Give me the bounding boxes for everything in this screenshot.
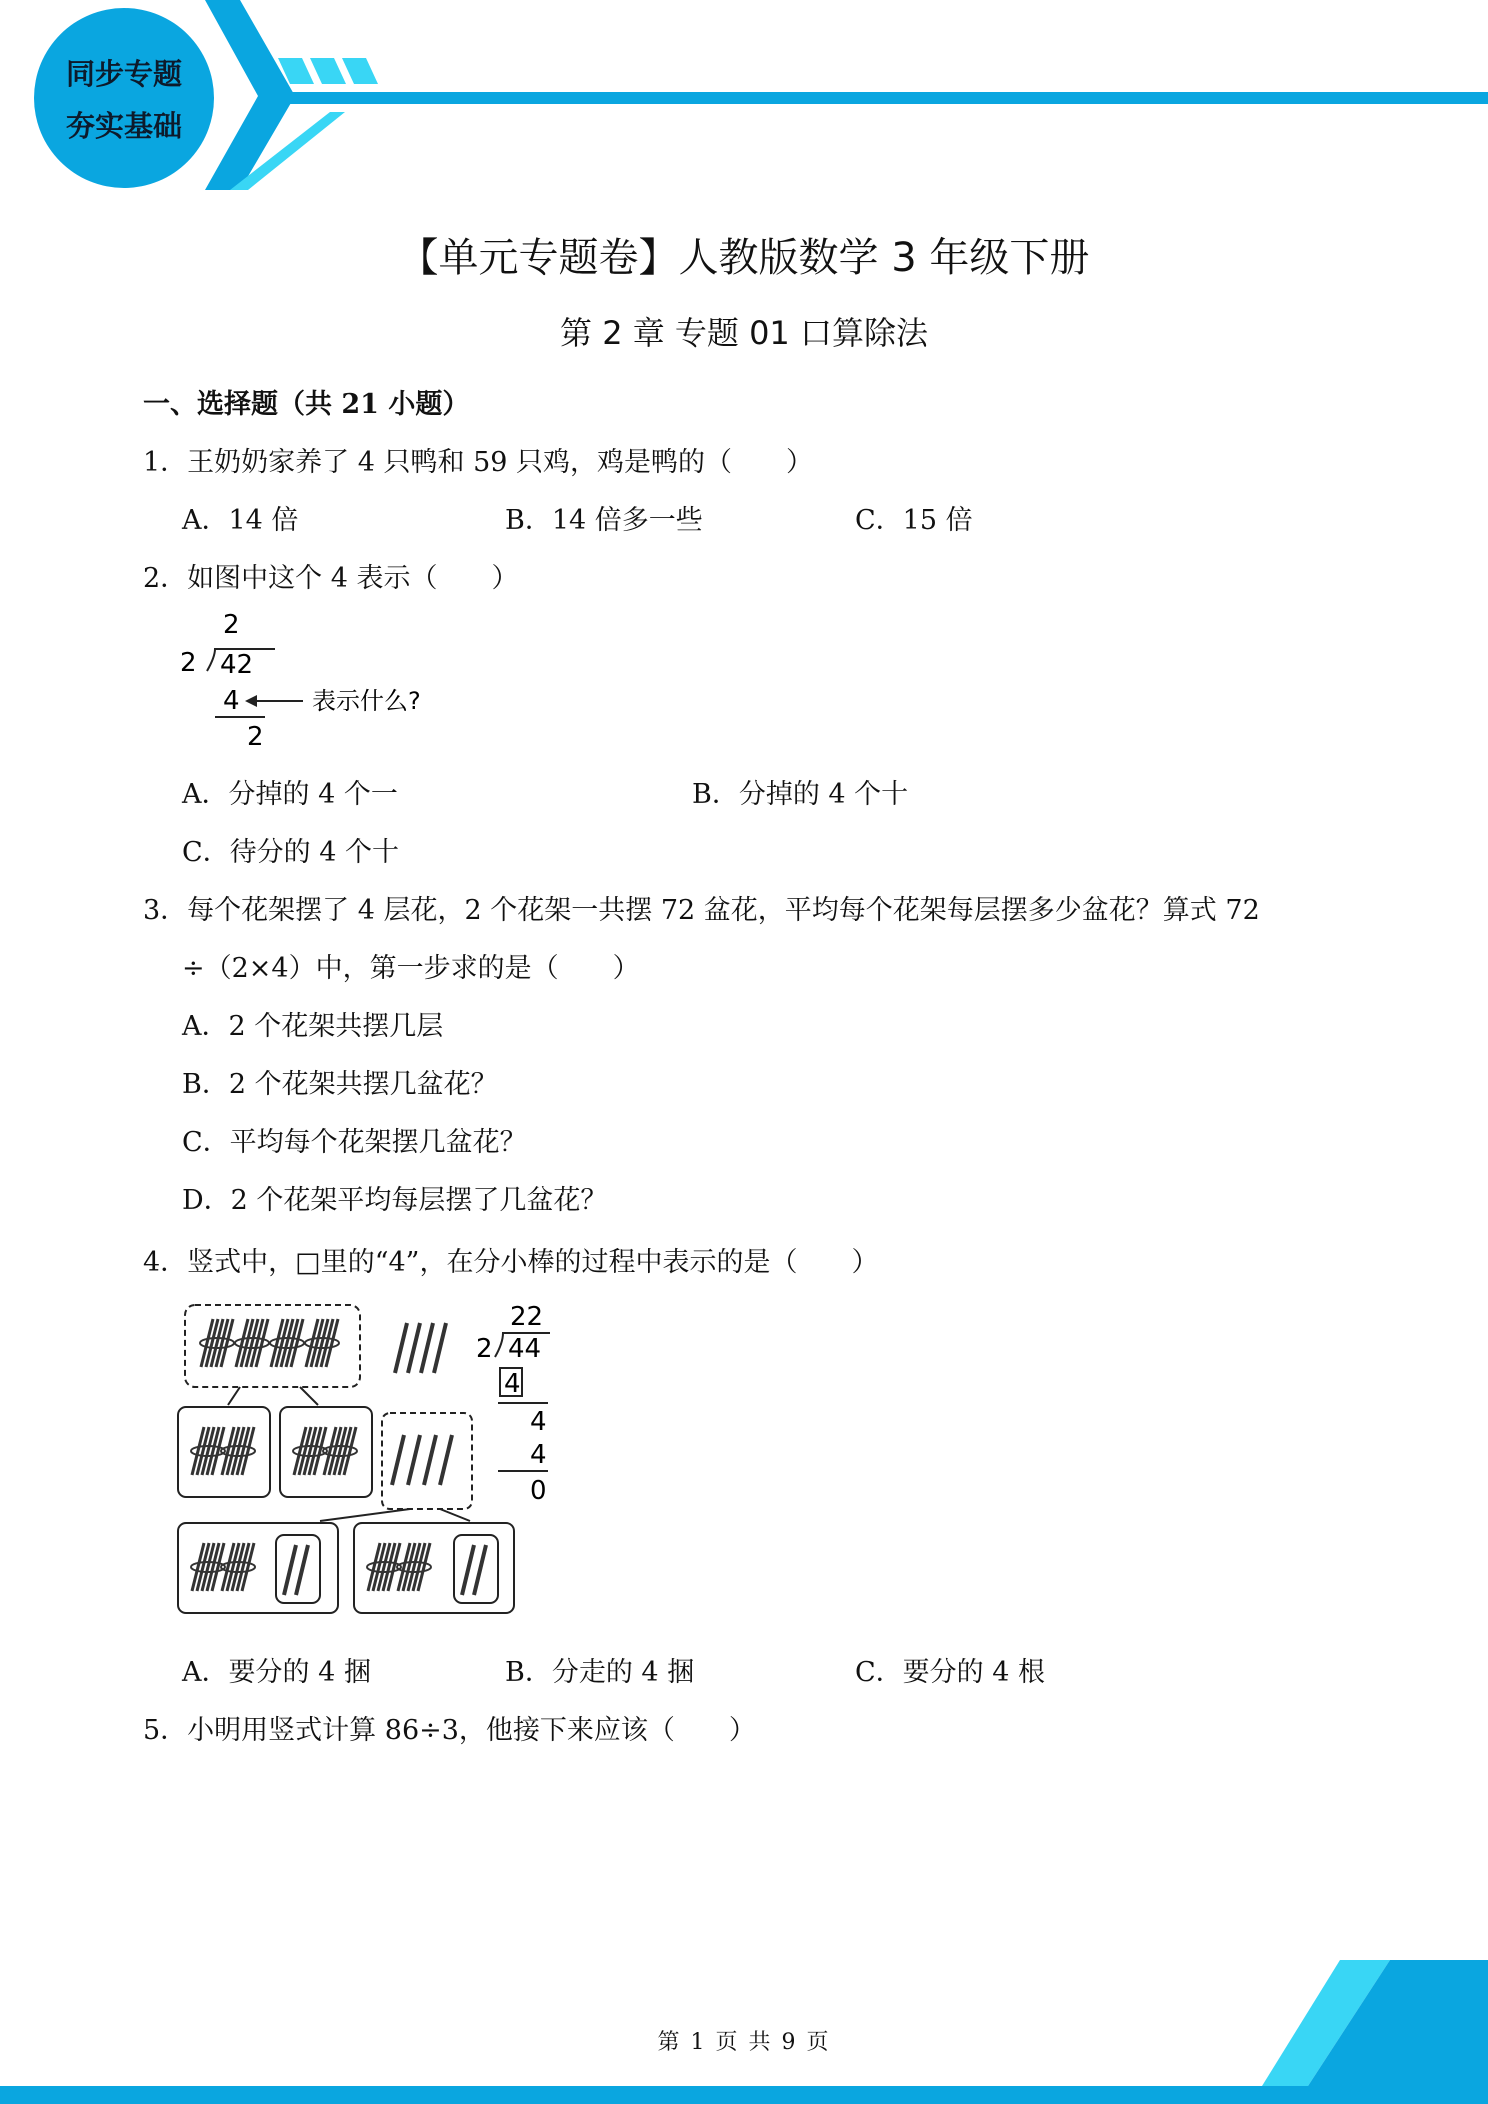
svg-text:2: 2 xyxy=(180,648,197,678)
page-title: 【单元专题卷】人教版数学 3 年级下册 xyxy=(398,235,1090,281)
question-2-stem: 2．如图中这个 4 表示（ ） xyxy=(143,563,519,594)
question-3-option-a: A．2 个花架共摆几层 xyxy=(182,1011,444,1042)
question-2-option-c: C．待分的 4 个十 xyxy=(182,837,400,868)
question-2-division-figure xyxy=(175,605,445,750)
svg-text:2: 2 xyxy=(476,1334,493,1364)
svg-text:表示什么?: 表示什么? xyxy=(312,687,421,715)
question-4-sticks-figure xyxy=(170,1295,570,1630)
svg-text:2: 2 xyxy=(247,722,264,750)
question-3-stem-line-1: 3．每个花架摆了 4 层花，2 个花架一共摆 72 盆花，平均每个花架每层摆多少盆花？算式 72 xyxy=(143,895,1260,926)
svg-text:42: 42 xyxy=(220,650,254,680)
svg-text:2: 2 xyxy=(223,610,240,640)
question-1-option-c: C．15 倍 xyxy=(855,505,973,536)
question-4-option-b: B．分走的 4 捆 xyxy=(505,1657,695,1688)
question-1-stem: 1．王奶奶家养了 4 只鸭和 59 只鸡，鸡是鸭的（ ） xyxy=(143,447,814,478)
svg-text:0: 0 xyxy=(530,1476,547,1506)
section-heading: 一、选择题（共 21 小题） xyxy=(143,389,470,420)
question-2-option-b: B．分掉的 4 个十 xyxy=(692,779,909,810)
question-3-option-b: B．2 个花架共摆几盆花？ xyxy=(182,1069,498,1100)
question-3-stem-line-2: ÷（2×4）中，第一步求的是（ ） xyxy=(182,953,640,984)
svg-text:4: 4 xyxy=(530,1440,547,1470)
svg-text:44: 44 xyxy=(508,1334,542,1364)
question-3-option-c: C．平均每个花架摆几盆花？ xyxy=(182,1127,527,1158)
page-number: 第 1 页 共 9 页 xyxy=(657,2030,831,2055)
question-1-option-a: A．14 倍 xyxy=(182,505,299,536)
question-5-stem: 5．小明用竖式计算 86÷3，他接下来应该（ ） xyxy=(143,1715,756,1746)
question-1-option-b: B．14 倍多一些 xyxy=(505,505,703,536)
question-4-stem: 4．竖式中，□里的“4”，在分小棒的过程中表示的是（ ） xyxy=(143,1247,879,1278)
badge-circle xyxy=(34,8,214,188)
question-2-option-a: A．分掉的 4 个一 xyxy=(182,779,398,810)
question-4-option-c: C．要分的 4 根 xyxy=(855,1657,1046,1688)
question-3-option-d: D．2 个花架平均每层摆了几盆花？ xyxy=(182,1185,608,1216)
question-4-option-a: A．要分的 4 捆 xyxy=(182,1657,371,1688)
badge-line-2: 夯实基础 xyxy=(65,109,182,143)
svg-text:4: 4 xyxy=(530,1407,547,1437)
svg-text:4: 4 xyxy=(223,686,240,716)
page-subtitle: 第 2 章 专题 01 口算除法 xyxy=(560,314,928,352)
svg-text:4: 4 xyxy=(504,1369,521,1399)
svg-text:22: 22 xyxy=(510,1302,544,1332)
header-banner xyxy=(0,0,1488,200)
badge-line-1: 同步专题 xyxy=(65,57,182,91)
